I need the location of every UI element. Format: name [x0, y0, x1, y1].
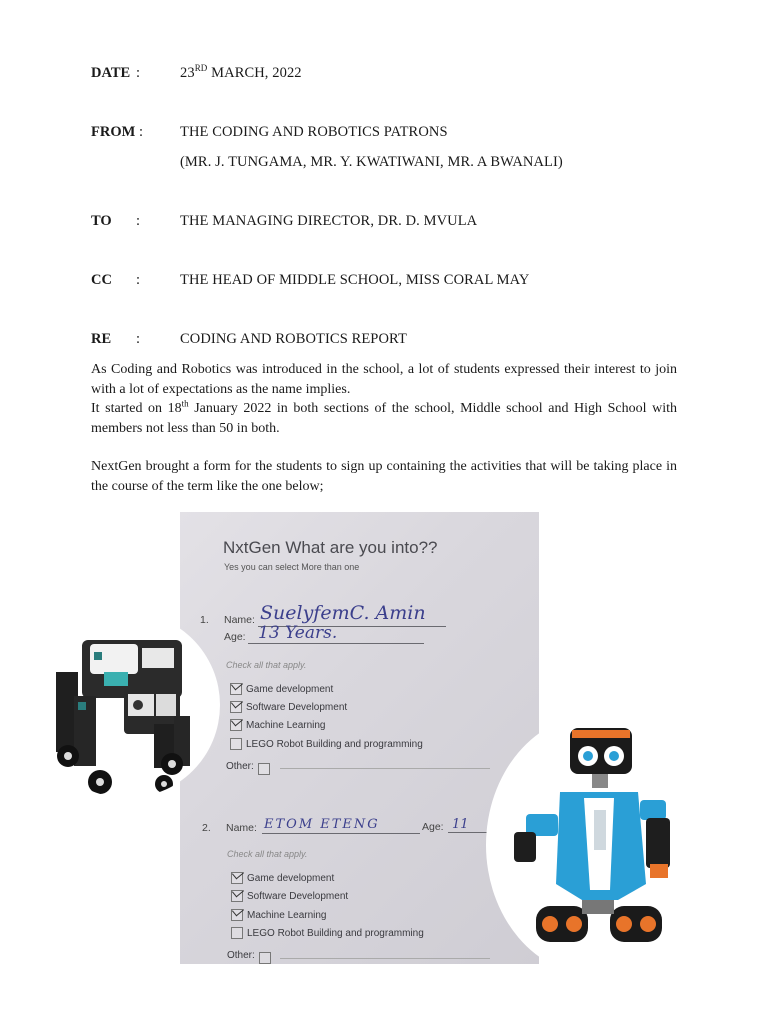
- entry2-other: Other:: [227, 946, 275, 964]
- paragraph-intro: As Coding and Robotics was introduced in the school, a lot of students expressed their interest to join with a lot of expectations as the name implies.: [91, 362, 677, 397]
- checkbox-icon: [231, 872, 243, 884]
- robot-vernie-icon: [486, 714, 708, 976]
- entry2-age-label: Age:: [422, 821, 444, 833]
- checkbox-icon: [231, 890, 243, 902]
- paragraph-start-date: It started on 18th January 2022 in both sections of the school, Middle school and High School with members not less than 50 in both.: [91, 398, 677, 436]
- lego-walker-robot-image: [34, 612, 220, 798]
- form-subtitle: Yes you can select More than one: [224, 562, 360, 572]
- from-colon: :: [139, 124, 144, 140]
- entry1-name-label: Name:: [224, 614, 255, 626]
- robot-walker-icon: [34, 612, 220, 798]
- to-value: THE MANAGING DIRECTOR, DR. D. MVULA: [180, 213, 478, 229]
- entry1-option-game: Game development: [230, 683, 333, 695]
- paragraph-form: NextGen brought a form for the students to sign up containing the activities that will be taking place in the course of the term like the one below;: [91, 459, 677, 494]
- entry2-name-value: ETOM ETENG: [264, 817, 380, 832]
- entry2-age-value: 11: [452, 817, 469, 832]
- checkbox-icon: [230, 719, 242, 731]
- entry1-option-ml: Machine Learning: [230, 719, 326, 731]
- to-colon: :: [136, 213, 141, 229]
- entry1-name-value: SuelyfemC. Amin: [260, 602, 426, 624]
- date-value: 23RD MARCH, 2022: [180, 63, 302, 81]
- entry1-age-value: 13 Years.: [258, 623, 338, 643]
- cc-value: THE HEAD OF MIDDLE SCHOOL, MISS CORAL MAY: [180, 272, 530, 288]
- entry1-option-software: Software Development: [230, 701, 347, 713]
- checkbox-icon: [230, 738, 242, 750]
- to-label: TO: [91, 213, 112, 229]
- entry2-name-label: Name:: [226, 822, 257, 834]
- entry1-check-all: Check all that apply.: [226, 660, 307, 670]
- date-colon: :: [136, 65, 141, 81]
- signup-form-photo: [180, 512, 539, 964]
- re-label: RE: [91, 331, 112, 347]
- entry2-option-software: Software Development: [231, 890, 348, 902]
- checkbox-icon: [231, 927, 243, 939]
- entry2-option-ml: Machine Learning: [231, 909, 327, 921]
- checkbox-icon: [230, 683, 242, 695]
- from-label: FROM: [91, 124, 136, 140]
- cc-colon: :: [136, 272, 141, 288]
- entry1-number: 1.: [200, 614, 209, 626]
- lego-vernie-robot-image: [486, 714, 708, 976]
- checkbox-icon: [258, 763, 270, 775]
- from-value-line2: (MR. J. TUNGAMA, MR. Y. KWATIWANI, MR. A BWANALI): [180, 154, 563, 170]
- checkbox-icon: [230, 701, 242, 713]
- checkbox-icon: [231, 909, 243, 921]
- re-value: CODING AND ROBOTICS REPORT: [180, 331, 407, 347]
- entry2-option-lego: LEGO Robot Building and programming: [231, 927, 424, 939]
- entry2-check-all: Check all that apply.: [227, 849, 308, 859]
- date-label: DATE: [91, 65, 131, 81]
- form-title: NxtGen What are you into??: [223, 538, 438, 557]
- entry1-other: Other:: [226, 757, 274, 775]
- re-colon: :: [136, 331, 141, 347]
- entry2-option-game: Game development: [231, 872, 334, 884]
- checkbox-icon: [259, 952, 271, 964]
- report-body: [91, 360, 677, 496]
- from-value-line1: THE CODING AND ROBOTICS PATRONS: [180, 124, 448, 140]
- entry1-age-label: Age:: [224, 631, 246, 643]
- entry2-number: 2.: [202, 822, 211, 834]
- entry1-option-lego: LEGO Robot Building and programming: [230, 738, 423, 750]
- cc-label: CC: [91, 272, 112, 288]
